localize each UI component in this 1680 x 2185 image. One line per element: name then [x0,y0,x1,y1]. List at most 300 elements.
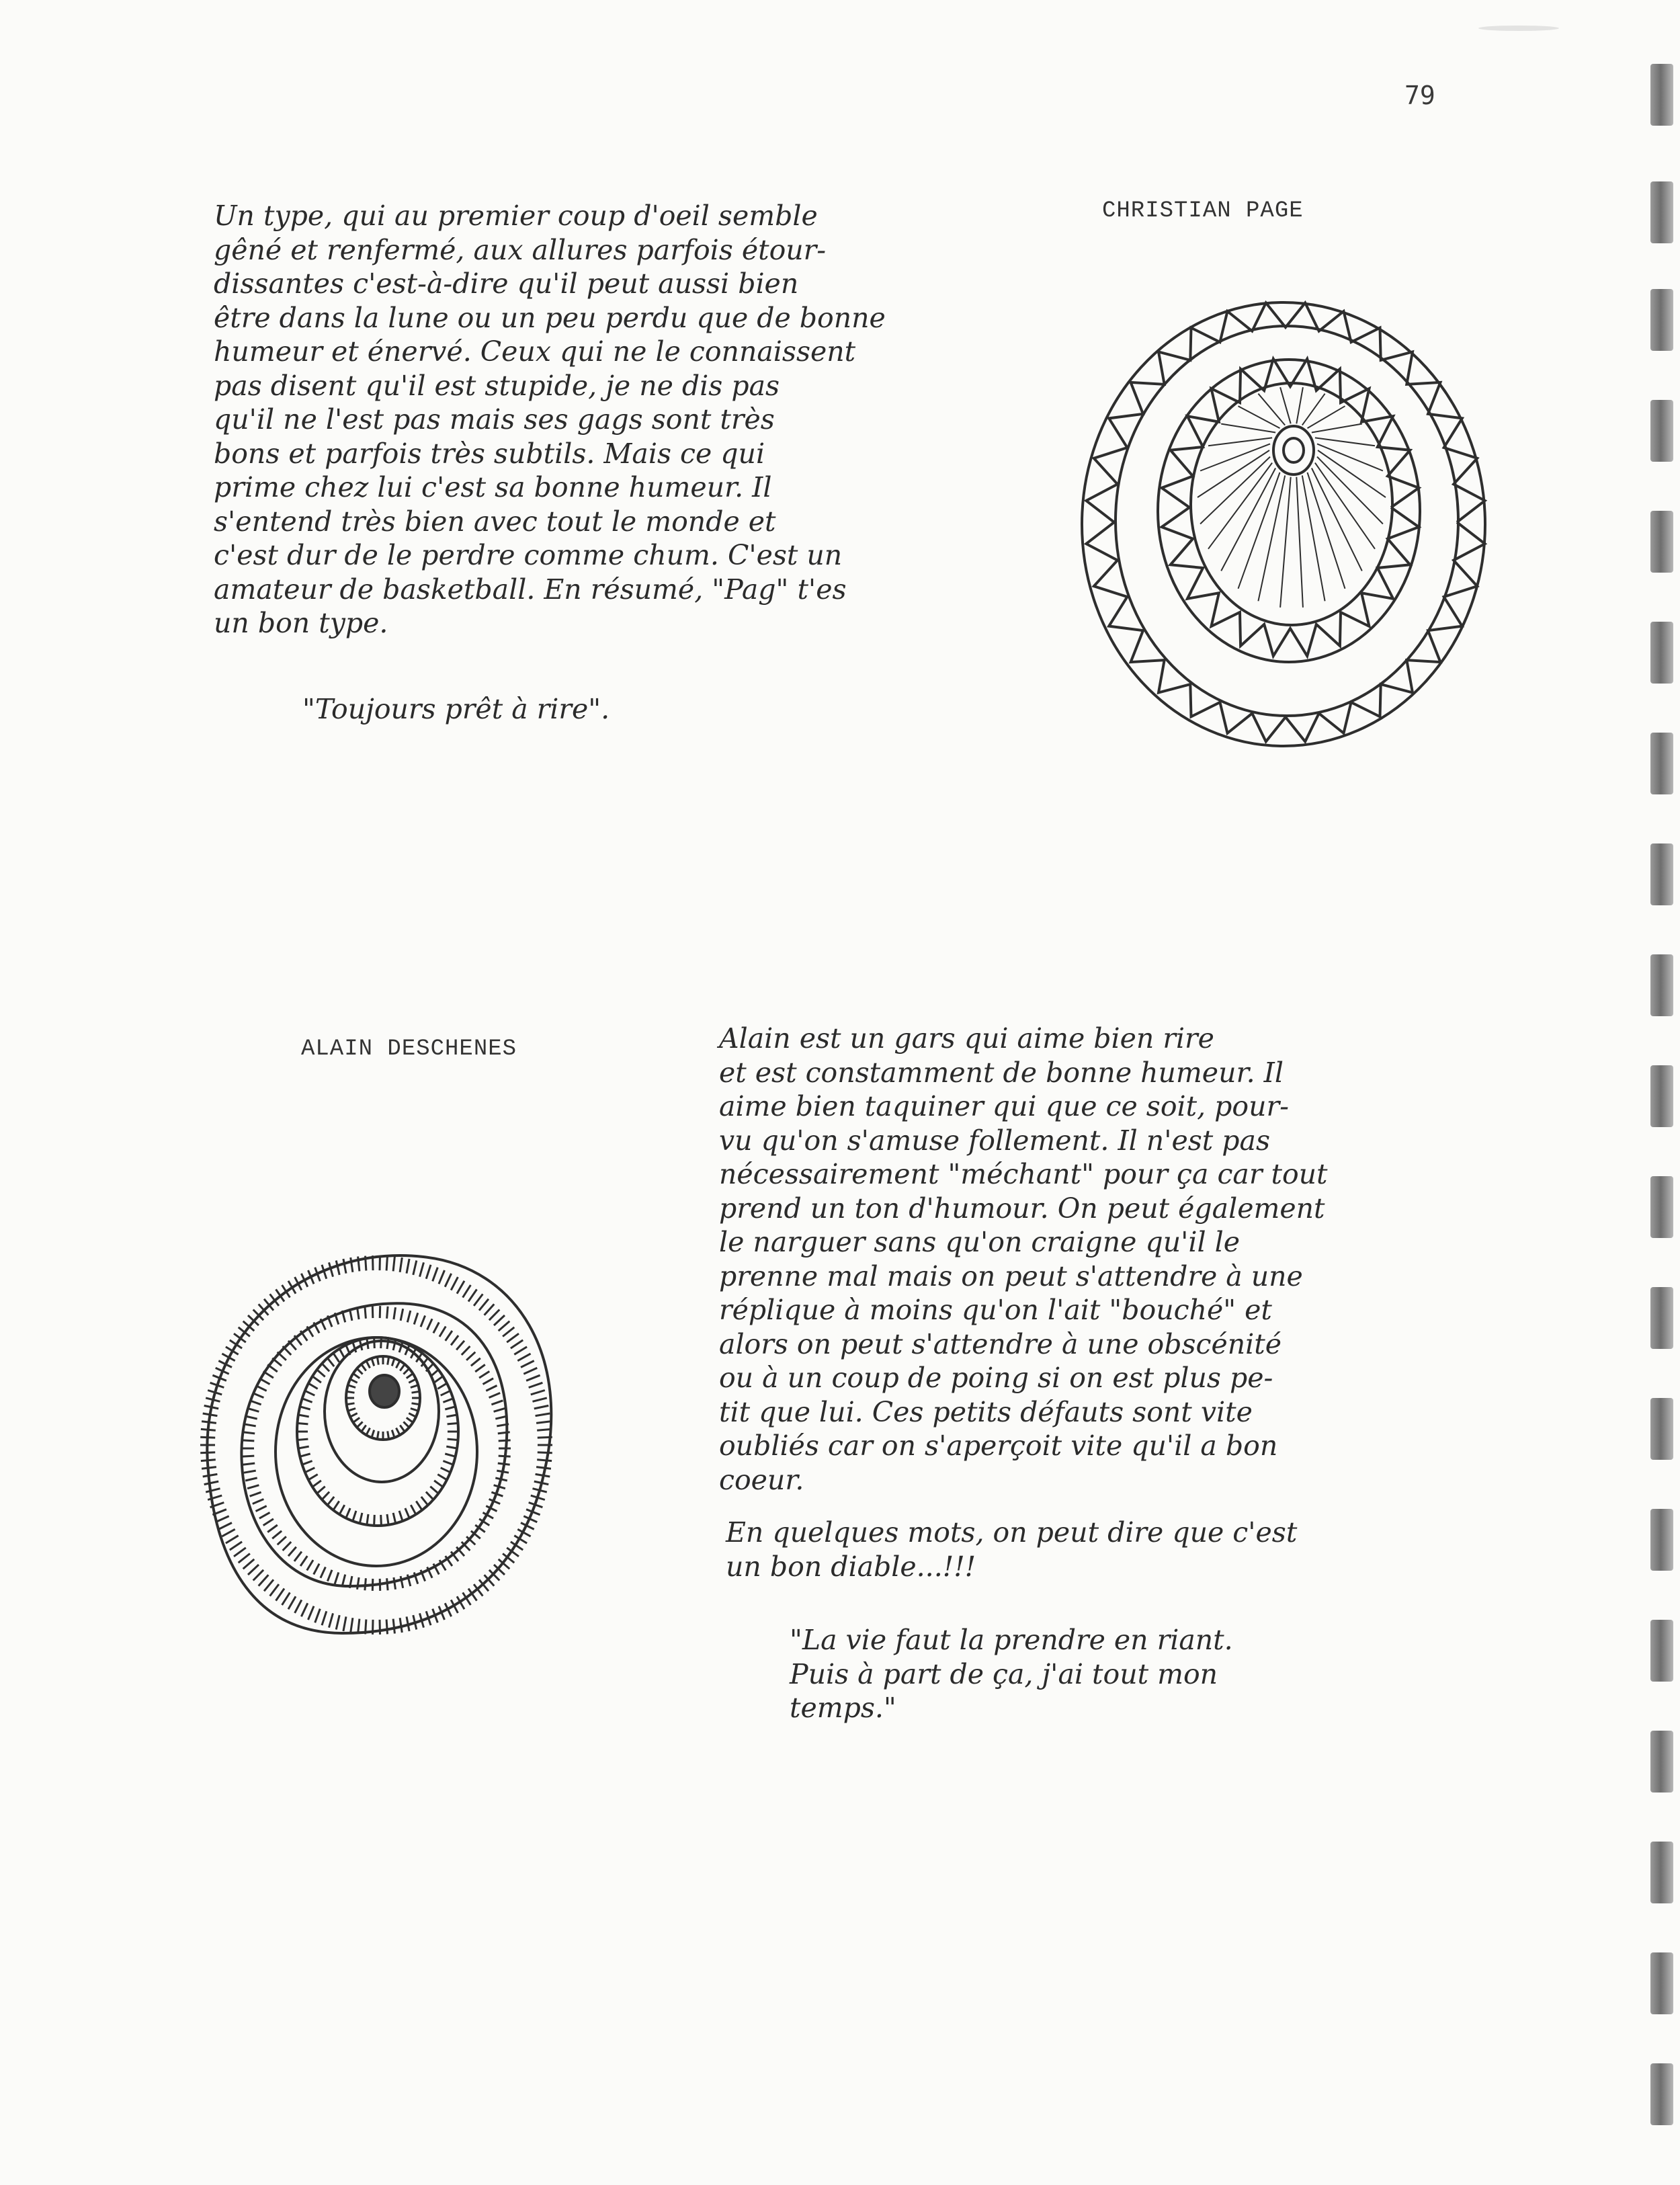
hair-stroke [234,1548,246,1557]
hair-stroke [360,1513,362,1524]
hair-stroke [201,1429,216,1430]
hair-stroke [377,1357,378,1365]
hair-stroke [400,1364,405,1371]
alain-description: Alain est un gars qui aime bien rire et est constamment de bonne humeur. Il aime bien taquiner qui que ce soit, pour- vu qu'on s'amuse follement. Il n'est pas nécessairement "méchant" pour ça car tout prend un ton d'humour. On peut également le narguer sans qu'on craigne qu'il le prenne mal mais on peut s'attendre à une réplique à moins qu'on l'ait "bouché" et alors on peut s'attendre à une obscénité ou à un coup de poing si on est plus pe- tit que lui. Ces petits défauts sont vite oubliés car on s'aperçoit vite qu'il a bon coeur. [719,1022,1328,1496]
sun-ray [1208,438,1272,446]
hair-stroke [283,1542,292,1551]
hair-stroke [536,1467,551,1469]
hair-stroke [333,1501,339,1510]
hair-stroke [499,1321,510,1331]
hair-stroke [353,1511,356,1521]
hair-stroke [443,1461,453,1465]
hair-stroke [294,1552,302,1561]
hair-stroke [308,1475,318,1480]
hair-stroke [256,1506,267,1512]
hair-stroke [312,1376,321,1383]
hair-stroke [400,1258,402,1272]
sun-rays [1198,387,1386,608]
hair-stroke [466,1352,475,1360]
hair-stroke [407,1311,411,1322]
hair-stroke [494,1408,505,1411]
hair-stroke [202,1421,216,1424]
hair-stroke [203,1413,218,1416]
hair-stroke [468,1289,477,1301]
outer-zigzag [1086,303,1484,742]
hair-stroke [245,1478,257,1481]
hair-stroke [200,1452,215,1453]
hair-stroke [348,1385,355,1388]
hair-stroke [499,1440,511,1441]
hair-stroke [372,1306,373,1318]
hair-stroke [307,1560,313,1570]
hair-stroke [278,1536,286,1544]
hair-stroke [366,1361,370,1368]
hair-stroke [441,1468,450,1473]
hair-stroke [445,1274,451,1287]
hair-stroke [244,1471,256,1473]
hair-stroke [517,1354,530,1361]
hair-stroke [514,1347,527,1354]
hair-stroke [392,1358,394,1366]
hair-stroke [381,1337,382,1348]
page-number: 79 [1404,81,1435,110]
hair-stroke [456,1341,464,1350]
hair-stroke [321,1567,326,1578]
hair-stroke [536,1421,551,1424]
hair-stroke [411,1409,418,1411]
binding-hole [1650,1509,1673,1571]
alain-name-heading: ALAIN DESCHENES [301,1036,517,1062]
hair-stroke [445,1454,455,1456]
christian-description: Un type, qui au premier coup d'oeil semble gêné et renfermé, aux allures parfois étour- dissantes c'est-à-dire qu'il peut aussi bien être dans la lune ou un peu perdu que de bonne humeur et énervé. Ceux qui ne le connaissent pas disent qu'il est stupide, je ne dis pas qu'il ne l'est pas mais ses gags sont très bons et parfois très subtils. Mais ce qui prime chez lui c'est sa bonne humeur. Il s'entend très bien avec tout le monde et c'est dur de le perdre comme chum. C'est un amateur de basketball. En résumé, "Pag" t'es un bon type. [214,200,886,639]
hair-stroke [536,1413,550,1416]
sun-drawing-strokes [1082,302,1485,746]
hair-stroke [302,1461,312,1465]
hair-stroke [242,1440,254,1441]
hair-stroke [400,1618,402,1633]
hair-stroke [498,1463,510,1465]
hair-stroke [203,1474,218,1477]
hair-stroke [374,1337,375,1348]
hair-stroke [407,1417,413,1422]
hair-stroke [253,1393,264,1398]
hair-stroke [272,1531,282,1538]
hair-stroke [362,1364,366,1371]
hair-stroke [243,1463,255,1465]
hair-stroke [253,1570,263,1581]
hair-stroke [401,1309,403,1321]
hair-stroke [327,1497,334,1506]
sun-ray [1302,475,1325,601]
hair-stroke [267,1525,278,1532]
hair-stroke [353,1417,360,1422]
center-dot [370,1375,399,1407]
hair-stroke [372,1430,374,1438]
hair-stroke [373,1255,374,1270]
hair-stroke [267,1364,278,1372]
hair-stroke [343,1616,346,1631]
hair-stroke [264,1579,274,1591]
hair-stroke [200,1437,215,1438]
hair-stroke [396,1361,401,1368]
sun-ray [1280,387,1291,423]
hair-stroke [250,1401,261,1405]
hair-stroke [300,1407,310,1409]
hair-stroke [394,1307,396,1319]
binding-hole [1650,1952,1673,2014]
hair-stroke [448,1439,458,1440]
hair-stroke [248,1565,259,1575]
hair-stroke [451,1335,458,1345]
hair-stroke [411,1385,418,1388]
ring-a [276,1337,477,1566]
hair-stroke [372,1358,374,1366]
hair-stroke [377,1431,378,1439]
hair-stroke [437,1383,447,1389]
christian-sun-drawing [1075,296,1492,753]
hair-stroke [272,1358,282,1366]
hair-stroke [495,1478,507,1481]
hair-stroke [396,1428,401,1436]
hair-stroke [405,1508,409,1518]
hair-stroke [413,1261,417,1275]
hair-stroke [529,1383,543,1387]
ring-c [325,1341,439,1482]
hair-stroke [270,1584,279,1596]
hair-stroke [393,1257,394,1272]
hair-stroke [403,1368,409,1374]
hair-stroke [336,1261,339,1275]
hair-stroke [426,1492,433,1500]
hair-stroke [407,1259,409,1274]
hair-stroke [312,1481,321,1487]
hair-stroke [511,1340,523,1348]
hair-stroke [386,1256,387,1271]
hair-stroke [434,1376,443,1383]
hair-stroke [485,1304,495,1315]
hair-stroke [412,1403,420,1405]
hair-stroke [538,1452,552,1453]
hair-stroke [433,1323,439,1333]
hair-stroke [387,1338,388,1349]
hair-stroke [400,1426,405,1432]
hair-stroke [427,1319,433,1329]
hair-stroke [335,1573,339,1584]
binding-hole [1650,181,1673,243]
hair-stroke [507,1333,519,1342]
spiral-drawing-strokes [200,1255,552,1635]
hair-stroke [362,1426,366,1432]
hair-stroke [216,1516,229,1522]
hair-strokes [200,1255,552,1635]
hair-stroke [339,1505,345,1514]
christian-quote: "Toujours prêt à rire". [302,693,610,725]
hair-stroke [387,1514,388,1525]
hair-stroke [259,1575,269,1585]
hair-stroke [489,1393,501,1398]
hair-stroke [353,1374,360,1378]
hair-stroke [347,1391,355,1393]
hair-stroke [327,1570,332,1581]
hair-stroke [300,1556,307,1566]
hair-stroke [250,1492,261,1496]
hair-stroke [351,1618,353,1633]
alain-summary: En quelques mots, on peut dire que c'est un bon diable...!!! [726,1516,1298,1583]
hair-stroke [474,1294,482,1306]
hair-stroke [433,1268,438,1282]
sun-ray [1296,387,1303,423]
binding-hole [1650,511,1673,573]
hair-stroke [365,1307,366,1319]
hair-stroke [416,1501,422,1510]
hair-stroke [339,1349,345,1358]
sun-ray [1312,424,1362,433]
hair-stroke [295,1600,302,1613]
sun-ray [1308,472,1345,589]
hair-stroke [239,1554,250,1563]
zigzag-outer-path [1086,303,1484,742]
hair-stroke [412,1391,420,1393]
hair-stroke [206,1489,220,1492]
hair-stroke [288,1547,296,1557]
hair-stroke [327,1358,334,1367]
binding-hole [1650,733,1673,794]
hair-stroke [282,1593,290,1606]
hair-stroke [445,1407,455,1409]
hair-stroke [259,1512,270,1518]
hair-stroke [247,1408,259,1411]
hair-stroke [298,1415,309,1417]
hair-stroke [373,1620,374,1635]
binding-hole [1650,1065,1673,1127]
hair-stroke [301,1603,307,1616]
hair-stroke [388,1357,389,1365]
binding-hole [1650,1398,1673,1460]
hair-stroke [503,1327,514,1337]
hair-stroke [308,1383,318,1389]
hair-stroke [462,1346,470,1355]
hair-stroke [498,1432,510,1434]
christian-name-heading: CHRISTIAN PAGE [1102,198,1304,224]
hair-stroke [441,1391,450,1395]
hair-stroke [381,1515,382,1526]
hair-stroke [479,1299,489,1311]
hair-stroke [439,1270,445,1284]
hair-stroke [305,1391,314,1395]
hair-stroke [457,1281,464,1294]
hair-stroke [314,1564,319,1575]
hair-stroke [308,1606,314,1620]
hair-stroke [386,1620,387,1635]
hair-stroke [372,1579,373,1591]
alain-spiral-drawing [168,1203,585,1660]
hair-stroke [414,1313,418,1324]
hair-stroke [430,1487,438,1494]
hair-stroke [393,1619,394,1634]
hair-stroke [443,1399,453,1403]
sun-ray [1258,394,1285,425]
hair-stroke [533,1398,547,1401]
hair-stroke [446,1446,457,1448]
hair-stroke [357,1368,363,1374]
hair-stroke [526,1375,540,1380]
hair-stroke [222,1529,235,1536]
hair-stroke [489,1310,499,1321]
hair-stroke [329,1613,333,1627]
ring-3 [1158,360,1420,662]
hair-stroke [399,1511,403,1521]
hair-stroke [253,1499,264,1504]
binding-hole [1650,2063,1673,2125]
hair-stroke [298,1446,309,1448]
hair-stroke [537,1429,552,1430]
hair-stroke [322,1611,327,1625]
hair-stroke [256,1386,267,1391]
hair-stroke [317,1487,325,1494]
hair-stroke [358,1577,360,1590]
hair-stroke [430,1370,438,1376]
binding-hole [1650,64,1673,126]
hair-stroke [494,1315,505,1325]
hair-stroke [446,1331,452,1341]
hair-stroke [343,1259,346,1274]
hair-stroke [302,1399,312,1403]
binding-hole [1650,954,1673,1016]
hair-stroke [360,1340,362,1351]
hair-stroke [322,1492,329,1500]
hair-stroke [451,1277,458,1290]
hair-stroke [491,1401,503,1405]
hair-stroke [407,1374,413,1378]
hair-stroke [278,1352,286,1360]
hair-stroke [357,1421,363,1427]
hair-stroke [283,1346,292,1355]
sun-ray [1238,406,1280,428]
hair-stroke [531,1391,545,1395]
hair-stroke [537,1460,552,1461]
hair-stroke [336,1615,339,1629]
hair-stroke [317,1370,325,1376]
hair-stroke [437,1475,447,1480]
hair-stroke [394,1577,396,1590]
hair-stroke [218,1523,232,1530]
hair-stroke [358,1307,360,1319]
hair-stroke [409,1413,416,1417]
hair-stroke [521,1361,534,1368]
hair-stroke [366,1428,370,1436]
hair-stroke [247,1485,259,1489]
binding-hole [1650,1842,1673,1903]
hair-stroke [201,1460,216,1461]
hair-stroke [486,1386,497,1391]
hair-stroke [243,1559,255,1569]
hair-stroke [483,1378,494,1385]
eye-inner [1284,438,1304,462]
binding-hole [1650,1731,1673,1792]
hair-stroke [388,1431,389,1439]
hair-stroke [446,1415,457,1417]
hair-stroke [347,1403,355,1405]
hair-stroke [421,1497,428,1506]
hair-stroke [463,1285,471,1298]
hair-stroke [358,1619,360,1634]
binding-hole [1650,400,1673,462]
binding-hole [1650,1620,1673,1682]
hair-stroke [350,1379,358,1383]
hair-stroke [243,1432,255,1434]
hair-stroke [426,1265,431,1279]
hair-stroke [387,1578,388,1590]
hair-stroke [367,1514,368,1525]
hair-stroke [305,1468,314,1473]
hair-stroke [348,1409,355,1411]
hair-stroke [226,1536,239,1543]
hair-stroke [350,1413,358,1417]
hair-stroke [393,1513,396,1524]
sun-ray [1315,438,1375,446]
hair-stroke [439,1327,446,1337]
hair-stroke [523,1368,537,1374]
hair-stroke [434,1481,443,1487]
outer-ring [1082,302,1485,746]
hair-stroke [346,1508,350,1518]
hair-stroke [538,1437,552,1438]
sun-ray [1221,424,1275,433]
hair-stroke [536,1474,550,1477]
hair-stroke [276,1589,285,1601]
hair-stroke [387,1307,388,1319]
binding-hole [1650,289,1673,351]
hair-stroke [244,1424,256,1426]
hair-stroke [407,1616,409,1631]
hair-stroke [300,1454,310,1456]
binding-hole [1650,843,1673,905]
hair-stroke [230,1542,242,1550]
hair-stroke [351,1258,353,1272]
hair-stroke [401,1576,403,1588]
sun-ray [1280,477,1291,608]
hair-stroke [420,1262,424,1276]
alain-quote: "La vie faut la prendre en riant. Puis à part de ça, j'ai tout mon temps." [790,1624,1233,1724]
binding-hole [1650,1287,1673,1349]
hair-stroke [421,1315,425,1327]
hair-stroke [475,1364,485,1372]
hair-stroke [471,1358,480,1366]
hair-stroke [333,1353,339,1362]
hair-stroke [479,1371,489,1378]
sun-ray [1296,477,1303,608]
hair-stroke [263,1519,274,1526]
hair-stroke [298,1439,308,1440]
hair-stroke [342,1575,345,1586]
hair-stroke [403,1421,409,1427]
hair-stroke [367,1338,368,1349]
hair-stroke [259,1378,270,1385]
hair-stroke [315,1609,321,1623]
hair-stroke [263,1371,274,1378]
hair-stroke [202,1467,216,1469]
hair-stroke [245,1416,257,1419]
hair-stroke [365,1578,366,1590]
hair-stroke [409,1379,416,1383]
hair-stroke [288,1596,296,1609]
hair-stroke [534,1405,549,1409]
hair-stroke [497,1471,509,1473]
hair-stroke [204,1481,219,1485]
binding-hole [1650,622,1673,684]
eye-outer [1273,426,1314,475]
hair-stroke [322,1364,329,1372]
